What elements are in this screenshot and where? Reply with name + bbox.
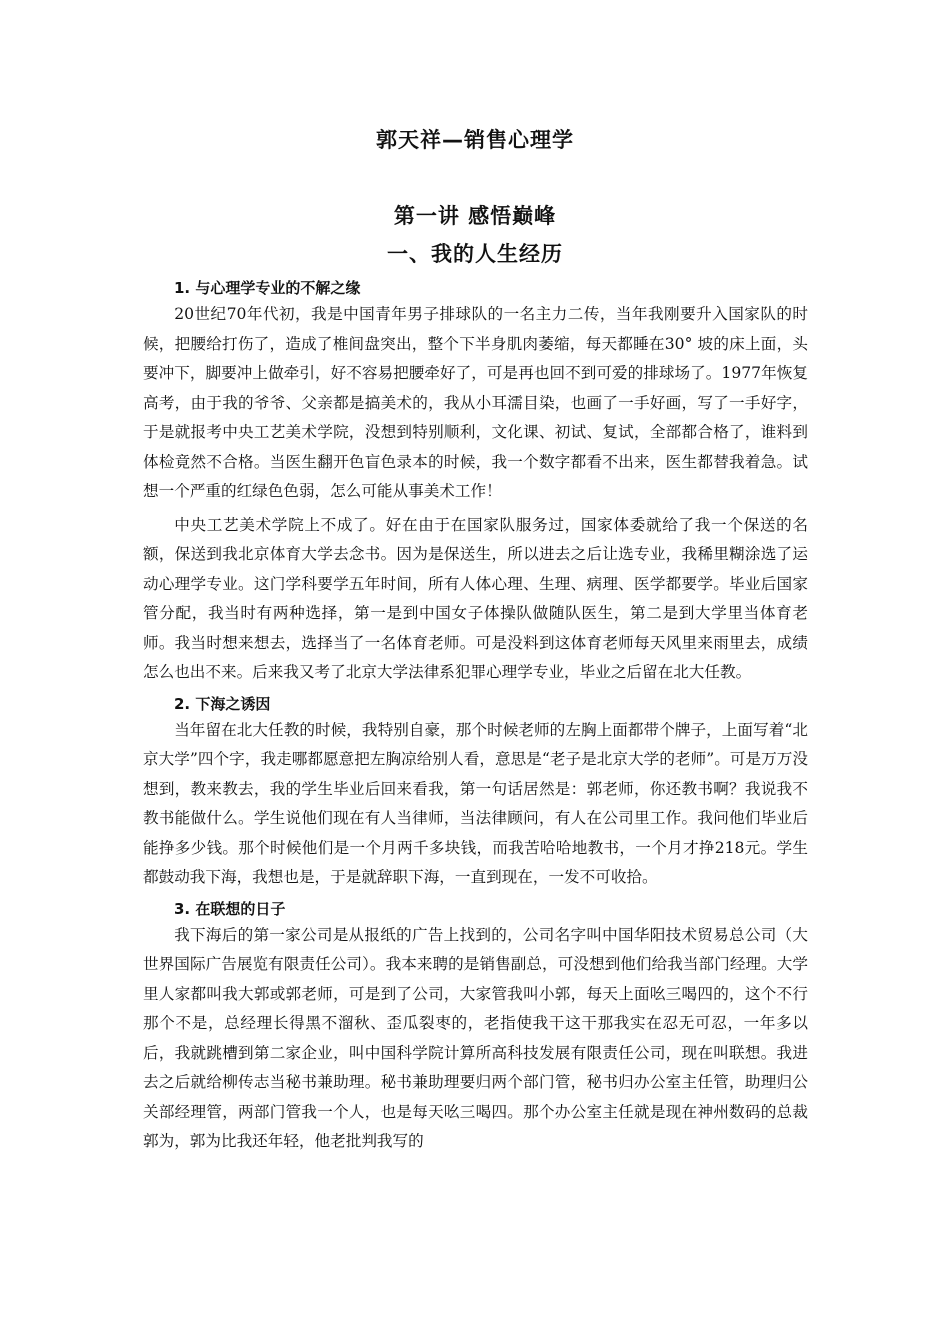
lecture-title: 第一讲 感悟巅峰: [393, 204, 557, 228]
paragraph: 当年留在北大任教的时候，我特别自豪，那个时候老师的左胸上面都带个牌子，上面写着“北京大学”四个字，我走哪都愿意把左胸凉给别人看，意思是“老子是北京大学的老师”。可是万万没想到，教来教去，我的学生毕业后回来看我，第一句话居然是：郭老师，你还教书啊？我说我不教书能做什么。学生说他们现在有人当律师，当法律顾问，有人在公司里工作。我问他们毕业后能挣多少钱。那个时候他们是一个月两千多块钱，而我苦哈哈地教书，一个月才挣218元。学生都鼓动我下海，我想也是，于是就辞职下海，一直到现在，一发不可收拾。: [143, 720, 808, 886]
subsection-1: [143, 276, 808, 688]
subsection-2: [143, 692, 808, 893]
subsection-heading: 1. 与心理学专业的不解之缘: [174, 279, 361, 297]
paragraph: 我下海后的第一家公司是从报纸的广告上找到的，公司名字叫中国华阳技术贸易总公司（大世界国际广告展览有限责任公司）。我本来聘的是销售副总，可没想到他们给我当部门经理。大学里人家都叫我大郭或郭老师，可是到了公司，大家管我叫小郭，每天上面吆三喝四的，这个不行那个不是，总经理长得黑不溜秋、歪瓜裂枣的，老指使我干这干那我实在忍无可忍，一年多以后，我就跳槽到第二家企业，叫中国科学院计算所高科技发展有限责任公司，现在叫联想。我进去之后就给柳传志当秘书兼助理。秘书兼助理要归两个部门管，秘书归办公室主任管，助理归公关部经理管，两部门管我一个人，也是每天吆三喝四。那个办公室主任就是现在神州数码的总裁郭为，郭为比我还年轻，他老批判我写的: [143, 925, 808, 1150]
document-body: [143, 276, 808, 1161]
section-title: 一、我的人生经历: [387, 242, 563, 266]
subsection-heading: 2. 下海之诱因: [174, 694, 271, 713]
document-title: 郭天祥—销售心理学: [376, 128, 574, 152]
paragraph: 20世纪70年代初，我是中国青年男子排球队的一名主力二传，当年我刚要升入国家队的时候，把腰给打伤了，造成了椎间盘突出，整个下半身肌肉萎缩，每天都睡在30° 坡的床上面，头要冲下，脚要冲上做牵引，好不容易把腰牵好了，可是再也回不到可爱的排球场了。1977年恢复高考，由于我的爷爷、父亲都是搞美术的，我从小耳濡目染，也画了一手好画，写了一手好字，于是就报考中央工艺美术学院，没想到特别顺利，文化课、初试、复试，全部都合格了，谁料到体检竟然不合格。当医生翻开色盲色录本的时候，我一个数字都看不出来，医生都替我着急。试想一个严重的红绿色色弱，怎么可能从事美术工作！: [143, 305, 808, 500]
paragraph: 中央工艺美术学院上不成了。好在由于在国家队服务过，国家体委就给了我一个保送的名额，保送到我北京体育大学去念书。因为是保送生，所以进去之后让选专业，我稀里糊涂选了运动心理学专业。这门学科要学五年时间，所有人体心理、生理、病理、医学都要学。毕业后国家管分配，我当时有两种选择，第一是到中国女子体操队做随队医生，第二是到大学里当体育老师。我当时想来想去，选择当了一名体育老师。可是没料到这体育老师每天风里来雨里去，成绩怎么也出不来。后来我又考了北京大学法律系犯罪心理学专业，毕业之后留在北大任教。: [143, 515, 808, 681]
subsection-3: [143, 897, 808, 1157]
subsection-heading: 3. 在联想的日子: [174, 899, 286, 918]
